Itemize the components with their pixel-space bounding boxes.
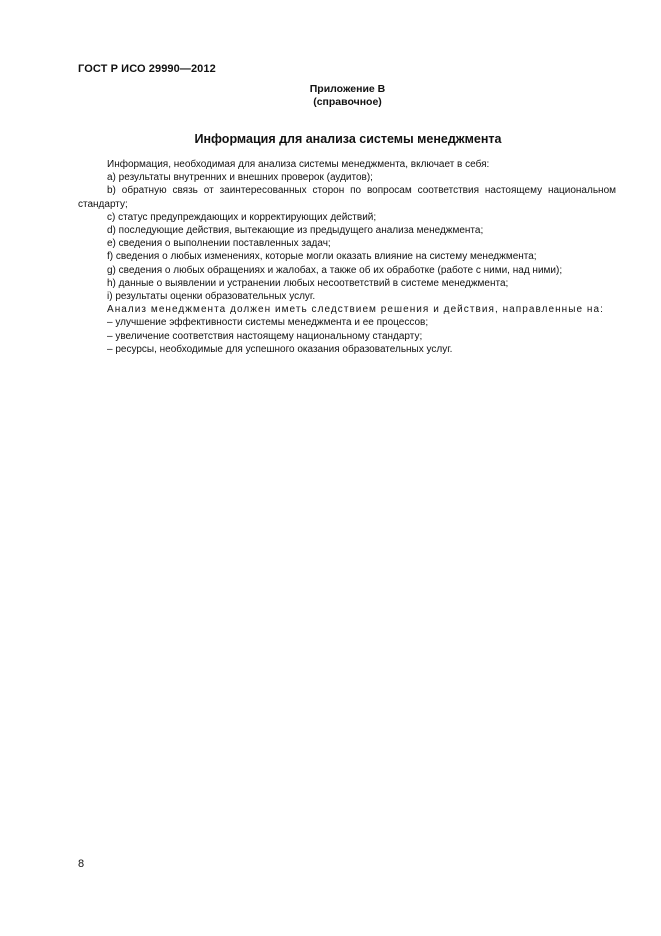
list-item-h: h) данные о выявлении и устранении любых несоответствий в системе менеджмента; — [107, 277, 509, 289]
list-item-c: c) статус предупреждающих и корректирующих действий; — [107, 211, 377, 223]
list-item-i: i) результаты оценки образовательных услуг. — [107, 291, 316, 303]
list-item-e: e) сведения о выполнении поставленных задач; — [107, 238, 331, 250]
appendix-title: Приложение В — [309, 83, 386, 95]
dash-item-3: – ресурсы, необходимые для успешного оказания образовательных услуг. — [107, 343, 453, 355]
paragraph-conclusion: Анализ менеджмента должен иметь следствием решения и действия, направленные на: — [107, 304, 604, 316]
appendix-subtitle: (справочное) — [313, 96, 382, 108]
dash-item-1: – улучшение эффективности системы менеджмента и ее процессов; — [107, 317, 429, 329]
list-item-a: a) результаты внутренних и внешних проверок (аудитов); — [107, 172, 373, 184]
body-text — [78, 158, 616, 356]
list-item-g: g) сведения о любых обращениях и жалобах, а также об их обработке (работе с ними, над ними); — [107, 264, 563, 276]
standard-header: ГОСТ Р ИСО 29990—2012 — [78, 63, 216, 75]
list-item-d: d) последующие действия, вытекающие из предыдущего анализа менеджмента; — [107, 225, 484, 237]
list-item-b: b) обратную связь от заинтересованных сторон по вопросам соответствия настоящему национальном стандарту; — [78, 185, 616, 210]
dash-item-2: – увеличение соответствия настоящему национальному стандарту; — [107, 330, 423, 342]
section-title: Информация для анализа системы менеджмента — [194, 132, 502, 146]
paragraph-intro: Информация, необходимая для анализа системы менеджмента, включает в себя: — [107, 159, 490, 170]
list-item-f: f) сведения о любых изменениях, которые могли оказать влияние на систему менеджмента; — [107, 251, 537, 263]
page-number: 8 — [78, 858, 85, 870]
